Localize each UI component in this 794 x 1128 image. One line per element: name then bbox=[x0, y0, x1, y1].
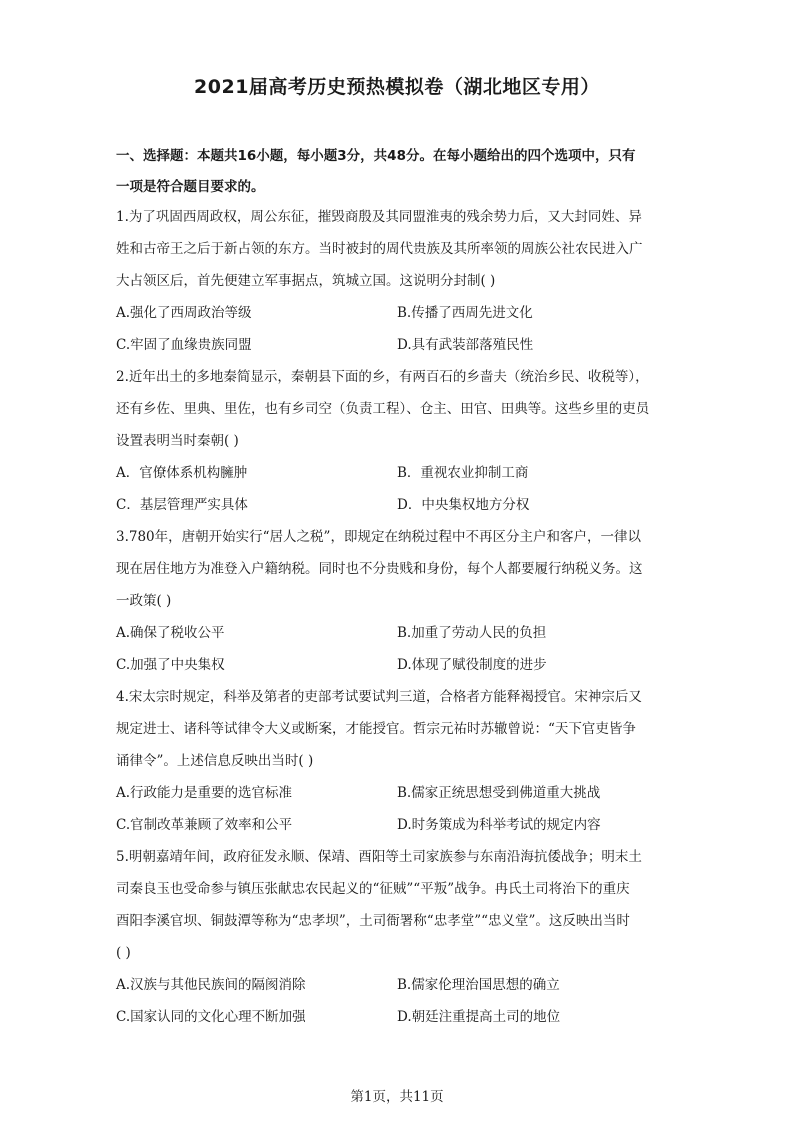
question-4-line-2: 规定进士、诸科等试律令大义或断案，才能授官。哲宗元祐时苏辙曾说：“天下官吏皆争 bbox=[116, 721, 636, 737]
question-5-option-d: D.朝廷注重提高土司的地位 bbox=[397, 1009, 561, 1025]
question-3-line-1: 3.780年，唐朝开始实行“居人之税”，即规定在纳税过程中不再区分主户和客户，一律以 bbox=[116, 529, 641, 545]
question-5-option-c: C.国家认同的文化心理不断加强 bbox=[116, 1009, 306, 1025]
question-3-option-b: B.加重了劳动人民的负担 bbox=[397, 625, 547, 641]
question-4-option-a: A.行政能力是重要的选官标准 bbox=[116, 785, 293, 801]
question-4-option-c: C.官制改革兼顾了效率和公平 bbox=[116, 817, 293, 833]
question-3-option-a: A.确保了税收公平 bbox=[116, 625, 225, 641]
question-1-line-3: 大占领区后，首先便建立军事据点，筑城立国。这说明分封制( ) bbox=[116, 273, 496, 289]
question-1-option-c: C.牢固了血缘贵族同盟 bbox=[116, 337, 252, 353]
question-3-option-c: C.加强了中央集权 bbox=[116, 657, 225, 673]
question-1-option-a: A.强化了西周政治等级 bbox=[116, 305, 252, 321]
question-3-line-2: 现在居住地方为准登入户籍纳税。同时也不分贵贱和身份，每个人都要履行纳税义务。这 bbox=[116, 561, 643, 577]
question-2-line-1: 2.近年出土的多地秦简显示，秦朝县下面的乡，有两百石的乡啬夫（统治乡民、收税等）， bbox=[116, 369, 649, 385]
question-5-option-b: B.儒家伦理治国思想的确立 bbox=[397, 977, 560, 993]
question-5-line-2: 司秦良玉也受命参与镇压张献忠农民起义的“征贼”“平叛”战争。冉氏土司将治下的重庆 bbox=[116, 881, 630, 897]
question-3-line-3: 一政策( ) bbox=[116, 593, 172, 609]
question-2-line-3: 设置表明当时秦朝( ) bbox=[116, 433, 239, 449]
question-2-line-2: 还有乡佐、里典、里佐，也有乡司空（负责工程）、仓主、田官、田典等。这些乡里的吏员 bbox=[116, 401, 650, 417]
question-4-line-3: 诵律令”。上述信息反映出当时( ) bbox=[116, 753, 314, 769]
question-4-option-d: D.时务策成为科举考试的规定内容 bbox=[397, 817, 601, 833]
question-1-option-d: D.具有武装部落殖民性 bbox=[397, 337, 534, 353]
question-5-line-1: 5.明朝嘉靖年间，政府征发永顺、保靖、酉阳等土司家族参与东南沿海抗倭战争；明末土 bbox=[116, 849, 642, 865]
section-header-line2: 一项是符合题目要求的。 bbox=[116, 179, 265, 195]
question-1-option-b: B.传播了西周先进文化 bbox=[397, 305, 533, 321]
question-2-option-d: D．中央集权地方分权 bbox=[397, 497, 530, 513]
question-3-option-d: D.体现了赋役制度的进步 bbox=[397, 657, 547, 673]
section-header-line1: 一、选择题：本题共16小题，每小题3分，共48分。在每小题给出的四个选项中，只有 bbox=[116, 148, 636, 164]
question-2-option-b: B．重视农业抑制工商 bbox=[397, 465, 529, 481]
page-number-footer: 第1页，共11页 bbox=[350, 1089, 444, 1105]
question-2-option-c: C．基层管理严实具体 bbox=[116, 497, 248, 513]
question-2-option-a: A．官僚体系机构臃肿 bbox=[116, 465, 248, 481]
page-title: 2021届高考历史预热模拟卷（湖北地区专用） bbox=[194, 76, 600, 98]
question-4-option-b: B.儒家正统思想受到佛道重大挑战 bbox=[397, 785, 601, 801]
question-5-line-4: ( ) bbox=[116, 945, 131, 961]
question-4-line-1: 4.宋太宗时规定，科举及第者的吏部考试要试判三道，合格者方能释褐授官。宋神宗后又 bbox=[116, 689, 642, 705]
question-1-line-2: 姓和古帝王之后于新占领的东方。当时被封的周代贵族及其所率领的周族公社农民进入广 bbox=[116, 241, 643, 257]
question-5-line-3: 酉阳李溪官坝、铜鼓潭等称为“忠孝坝”，土司衙署称“忠孝堂”“忠义堂”。这反映出当时 bbox=[116, 913, 630, 929]
question-1-line-1: 1.为了巩固西周政权，周公东征，摧毁商殷及其同盟淮夷的残余势力后，又大封同姓、异 bbox=[116, 209, 642, 225]
question-5-option-a: A.汉族与其他民族间的隔阂消除 bbox=[116, 977, 306, 993]
